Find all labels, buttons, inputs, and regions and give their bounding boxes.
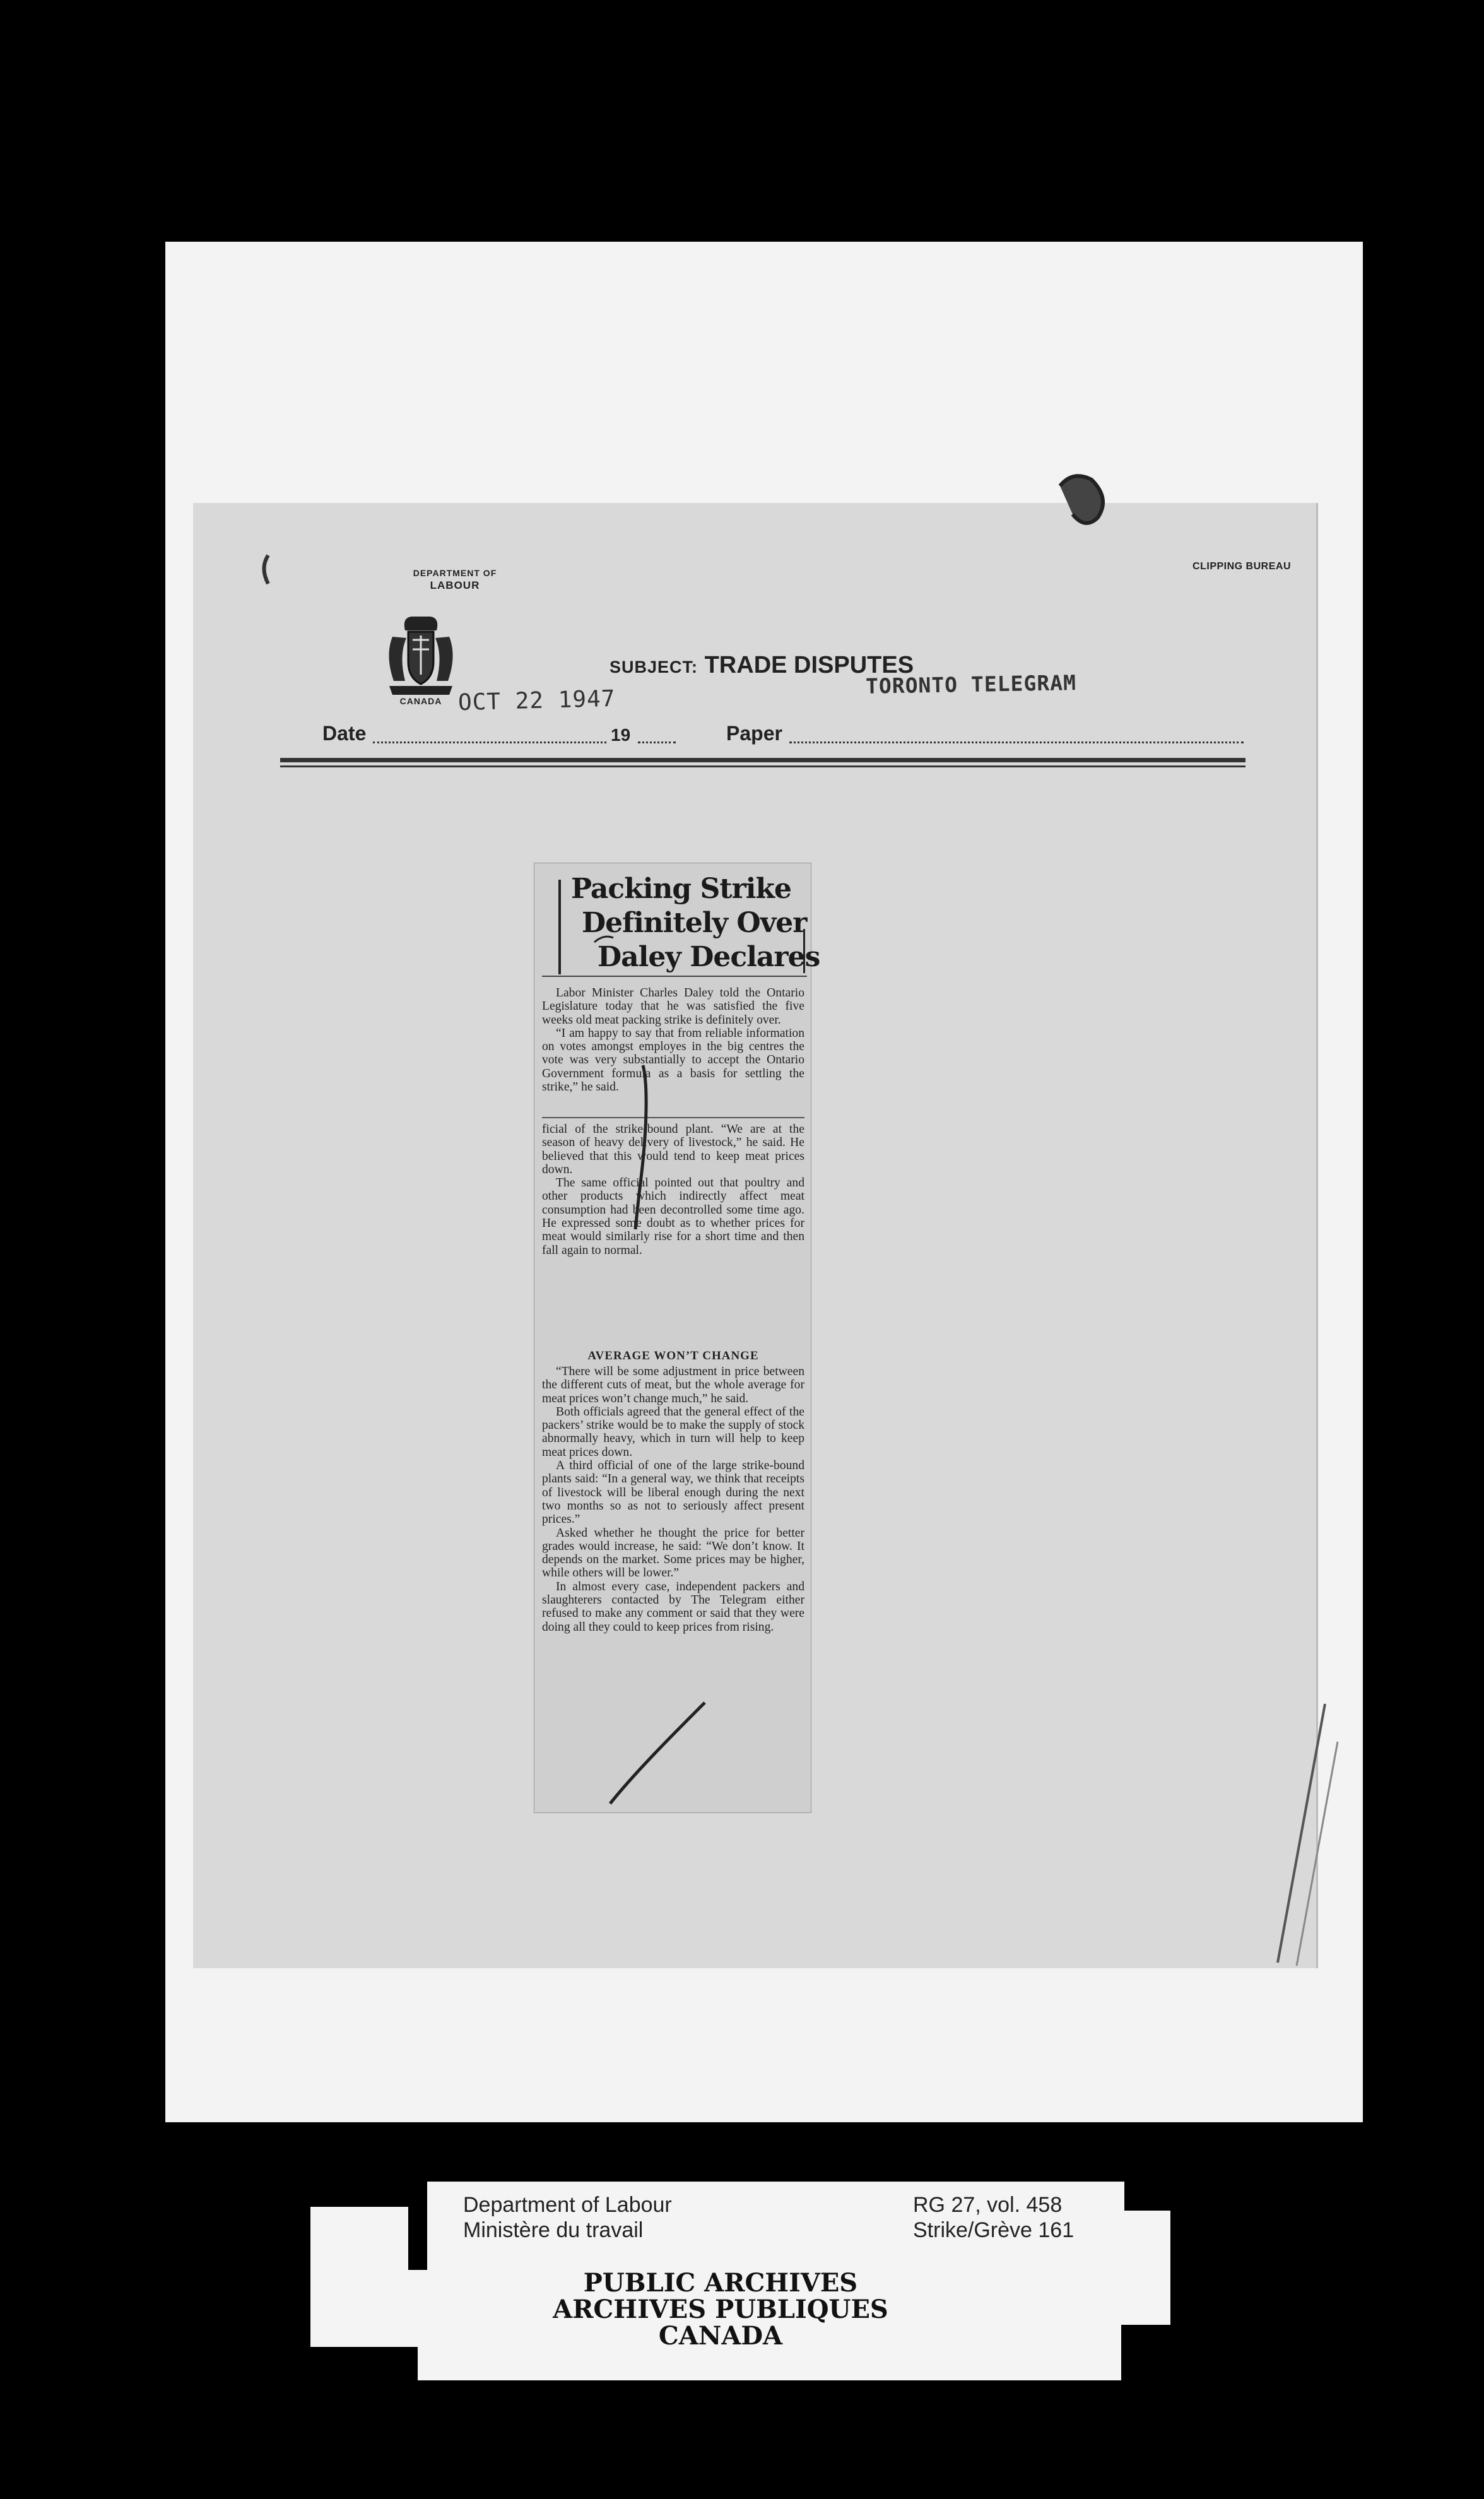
article-paragraph: Labor Minister Charles Daley told the Ontario Legislature today that he was satisfied the five weeks old meat packing strike is definitely over. bbox=[542, 986, 804, 1027]
coat-of-arms-icon bbox=[380, 611, 462, 700]
label-dept-fr: Ministère du travail bbox=[463, 2218, 644, 2242]
article-paragraph: ficial of the strike-bound plant. “We are at the season of heavy delivery of livestock,” he said. He believed that this would tend to keep meat prices down. bbox=[542, 1123, 804, 1176]
year-label: 19 bbox=[611, 725, 631, 745]
article-paragraph: Both officials agreed that the general effect of the packers’ strike would be to make the supply of stock abnormally heavy, which in turn will help to keep meat prices down. bbox=[542, 1405, 804, 1459]
label-file: Strike/Grève 161 bbox=[913, 2218, 1075, 2242]
label-archives-en: PUBLIC ARCHIVES bbox=[583, 2268, 858, 2298]
article-paragraph: “I am happy to say that from reliable information on votes amongst employes in the big centres the vote was very substantially to accept the Ontario Government formula as a basis for settling the strike,” he said. bbox=[542, 1026, 804, 1094]
headline-line: Daley Declares bbox=[598, 941, 820, 973]
article-paragraph: The same official pointed out that poultry and other products which indirectly affect meat consumption had been decontrolled some time ago. He expressed some doubt as to whether prices for meat would similarly rise for a short time and then fall again to normal. bbox=[542, 1176, 804, 1257]
article-paragraph: In almost every case, independent packers and slaughterers contacted by The Telegram either refused to make any comment or said that they were doing all they could to keep prices from rising. bbox=[542, 1580, 804, 1634]
headline-line: Definitely Over bbox=[582, 907, 807, 939]
clipping-bureau-form bbox=[193, 503, 1318, 1968]
clipping-bureau-label: CLIPPING BUREAU bbox=[1192, 561, 1291, 572]
article-paragraph: “There will be some adjustment in price between the different cuts of meat, but the whole average for meat prices won’t change much,” he said. bbox=[542, 1365, 804, 1405]
date-label: Date bbox=[322, 722, 367, 745]
label-archives-fr: ARCHIVES PUBLIQUES bbox=[553, 2295, 888, 2324]
newspaper-clipping bbox=[534, 863, 820, 1813]
date-stamp: OCT 22 1947 bbox=[457, 685, 616, 716]
department-heading bbox=[360, 567, 550, 592]
date-field-line bbox=[373, 741, 606, 743]
article-subhead: AVERAGE WON’T CHANGE bbox=[587, 1349, 759, 1362]
subject-value: TRADE DISPUTES bbox=[704, 652, 914, 678]
canada-label: CANADA bbox=[399, 696, 442, 706]
article-paragraph: A third official of one of the large strike-bound plants said: “In a general way, we think that receipts of livestock will be liberal enough during the next two months so as not to seriously affect present prices.” bbox=[542, 1459, 804, 1527]
headline-line: Packing Strike bbox=[571, 873, 791, 905]
thin-rule bbox=[280, 765, 1246, 767]
label-canada: CANADA bbox=[658, 2321, 783, 2351]
subject-label: SUBJECT: bbox=[610, 658, 698, 676]
department-line1: DEPARTMENT OF bbox=[413, 568, 497, 578]
paper-label: Paper bbox=[726, 722, 782, 745]
label-dept-en: Department of Labour bbox=[463, 2193, 672, 2217]
label-reference: RG 27, vol. 458 bbox=[913, 2193, 1063, 2217]
article-paragraph: Asked whether he thought the price for better grades would increase, he said: “We don’t know. It depends on the market. Some prices may be higher, while others will be lower.” bbox=[542, 1526, 804, 1580]
paper-field-line bbox=[789, 741, 1244, 743]
year-field-line bbox=[638, 741, 676, 743]
paper-stamp: TORONTO TELEGRAM bbox=[865, 670, 1077, 699]
heavy-rule bbox=[280, 758, 1246, 762]
pen-mark-icon bbox=[534, 863, 811, 1812]
public-archives-label bbox=[310, 2182, 1170, 2380]
department-line2: LABOUR bbox=[430, 579, 480, 591]
